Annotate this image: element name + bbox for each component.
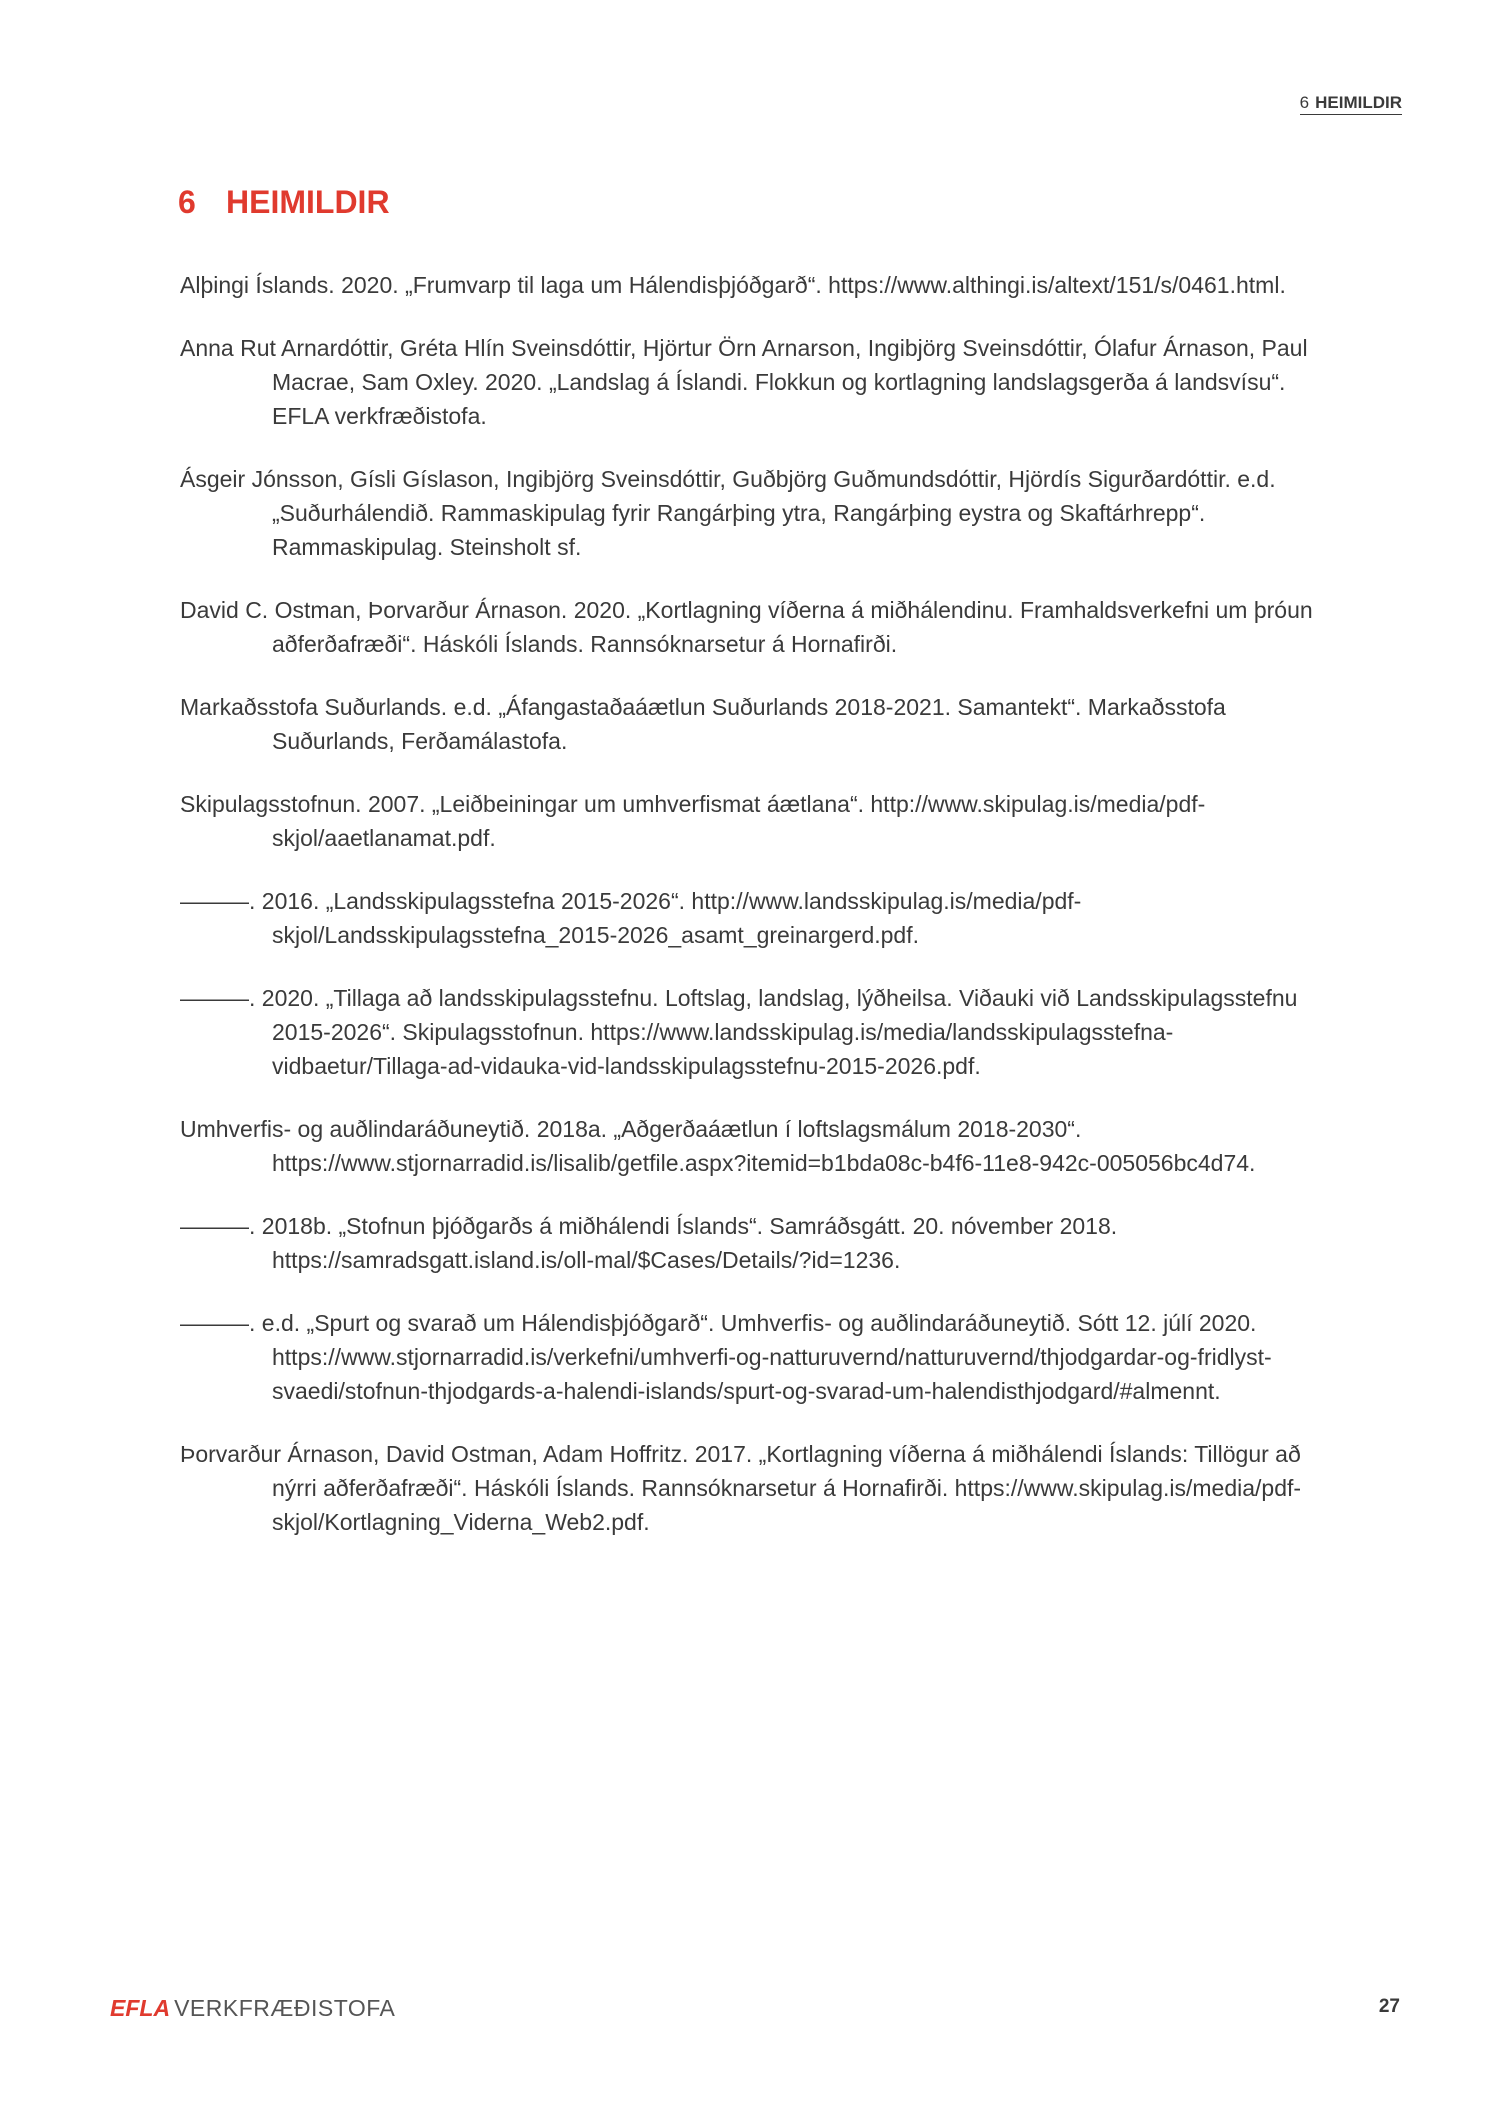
reference-item: ———. e.d. „Spurt og svarað um Hálendisþjóðgarð“. Umhverfis- og auðlindaráðuneytið. Sótt 12. júlí 2020. https://www.stjornarradid.is/verkefni/umhverfi-og-natturuvernd/natturuvernd/thjodgardar-og-fridlyst-svaedi/stofnun-thjodgards-a-halendi-islands/spurt-og-svarad-um-halendisthjodgard/#almennt. <box>180 1310 1272 1404</box>
chapter-heading <box>178 182 390 222</box>
reference-item: ———. 2020. „Tillaga að landsskipulagsstefnu. Loftslag, landslag, lýðheilsa. Viðauki við Landsskipulagsstefnu 2015-2026“. Skipulagsstofnun. https://www.landsskipulag.is/media/landsskipulagsstefna-vidbaetur/Tillaga-ad-vidauka-vid-landsskipulagsstefnu-2015-2026.pdf. <box>180 985 1298 1079</box>
reference-list <box>180 268 1330 1568</box>
reference-item: Umhverfis- og auðlindaráðuneytið. 2018a. „Aðgerðaáætlun í loftslagsmálum 2018-2030“. https://www.stjornarradid.is/lisalib/getfile.aspx?itemid=b1bda08c-b4f6-11e8-942c-005056bc4d74. <box>180 1116 1256 1176</box>
running-header <box>1300 93 1402 115</box>
running-header-title: HEIMILDIR <box>1315 93 1402 112</box>
logo-brand: EFLA <box>110 1995 171 2021</box>
reference-item: Skipulagsstofnun. 2007. „Leiðbeiningar um umhverfismat áætlana“. http://www.skipulag.is/media/pdf-skjol/aaetlanamat.pdf. <box>180 791 1206 851</box>
chapter-number: 6 <box>178 184 196 220</box>
page-number: 27 <box>1378 1996 1400 2017</box>
reference-item: Þorvarður Árnason, David Ostman, Adam Hoffritz. 2017. „Kortlagning víðerna á miðhálendi Íslands: Tillögur að nýrri aðferðafræði“. Háskóli Íslands. Rannsóknarsetur á Hornafirði. https://www.skipulag.is/media/pdf-skjol/Kortlagning_Viderna_Web2.pdf. <box>180 1441 1302 1535</box>
reference-item: Alþingi Íslands. 2020. „Frumvarp til laga um Hálendisþjóðgarð“. https://www.althingi.is/altext/151/s/0461.html. <box>180 272 1286 298</box>
efla-logo <box>110 1994 395 2022</box>
reference-item: ———. 2016. „Landsskipulagsstefna 2015-2026“. http://www.landsskipulag.is/media/pdf-skjol/Landsskipulagsstefna_2015-2026_asamt_greinargerd.pdf. <box>180 888 1082 948</box>
running-header-number: 6 <box>1299 93 1310 112</box>
logo-subtitle: VERKFRÆÐISTOFA <box>174 1995 396 2021</box>
reference-item: Markaðsstofa Suðurlands. e.d. „Áfangastaðaáætlun Suðurlands 2018-2021. Samantekt“. Markaðsstofa Suðurlands, Ferðamálastofa. <box>180 694 1226 754</box>
reference-item: Ásgeir Jónsson, Gísli Gíslason, Ingibjörg Sveinsdóttir, Guðbjörg Guðmundsdóttir, Hjördís Sigurðardóttir. e.d. „Suðurhálendið. Rammaskipulag fyrir Rangárþing ytra, Rangárþing eystra og Skaftárhrepp“. Rammaskipulag. Steinsholt sf. <box>180 466 1276 560</box>
reference-item: David C. Ostman, Þorvarður Árnason. 2020. „Kortlagning víðerna á miðhálendinu. Framhaldsverkefni um þróun aðferðafræði“. Háskóli Íslands. Rannsóknarsetur á Hornafirði. <box>180 597 1313 657</box>
chapter-title: HEIMILDIR <box>226 184 390 220</box>
reference-item: Anna Rut Arnardóttir, Gréta Hlín Sveinsdóttir, Hjörtur Örn Arnarson, Ingibjörg Sveinsdóttir, Ólafur Árnason, Paul Macrae, Sam Oxley. 2020. „Landslag á Íslandi. Flokkun og kortlagning landslagsgerða á landsvísu“. EFLA verkfræðistofa. <box>180 335 1308 429</box>
reference-item: ———. 2018b. „Stofnun þjóðgarðs á miðhálendi Íslands“. Samráðsgátt. 20. nóvember 2018. https://samradsgatt.island.is/oll-mal/$Cases/Details/?id=1236. <box>180 1213 1118 1273</box>
